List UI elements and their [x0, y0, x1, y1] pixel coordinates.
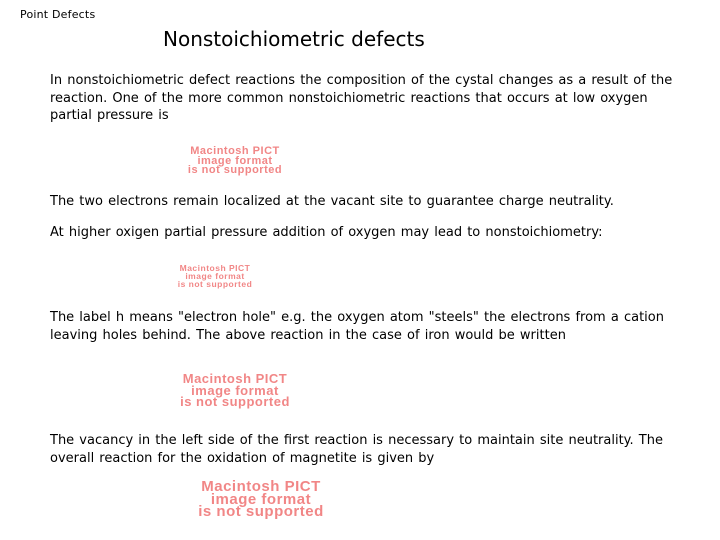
- placeholder-line: Macintosh PICT: [182, 371, 288, 386]
- paragraph-electrons: The two electrons remain localized at the vacant site to guarantee charge neutrality.: [50, 194, 614, 209]
- placeholder-line: image format: [210, 490, 312, 508]
- placeholder-line: is not supported: [187, 164, 283, 176]
- placeholder-line: is not supported: [180, 394, 290, 409]
- placeholder-line: is not supported: [177, 279, 253, 289]
- unsupported-image-placeholder: [155, 264, 275, 288]
- slide-title: Nonstoichiometric defects: [163, 27, 425, 51]
- unsupported-image-placeholder: [155, 373, 315, 408]
- paragraph-intro: In nonstoichiometric defect reactions the composition of the cystal changes as a result of the reaction. One of the more common nonstoichiometric reactions that occurs at low oxygen partial pressure is: [50, 73, 673, 123]
- placeholder-line: image format: [191, 382, 279, 398]
- placeholder-line: Macintosh PICT: [190, 145, 280, 157]
- paragraph-electron-hole: The label h means "electron hole" e.g. the oxygen atom "steels" the electrons from a cation leaving holes behind. The above reaction in the case of iron would be written: [50, 310, 664, 343]
- unsupported-image-placeholder: [155, 147, 315, 176]
- paragraph-higher-pressure: At higher oxigen partial pressure addition of oxygen may lead to nonstoichiometry:: [50, 225, 603, 240]
- placeholder-line: image format: [185, 271, 245, 281]
- placeholder-line: is not supported: [198, 503, 324, 520]
- placeholder-line: Macintosh PICT: [179, 263, 251, 273]
- placeholder-line: Macintosh PICT: [201, 478, 321, 495]
- section-header: Point Defects: [20, 8, 96, 21]
- placeholder-line: image format: [197, 154, 273, 167]
- paragraph-magnetite: The vacancy in the left side of the first reaction is necessary to maintain site neutrality. The overall reaction for the oxidation of magnetite is given by: [50, 433, 663, 466]
- unsupported-image-placeholder: [150, 478, 372, 520]
